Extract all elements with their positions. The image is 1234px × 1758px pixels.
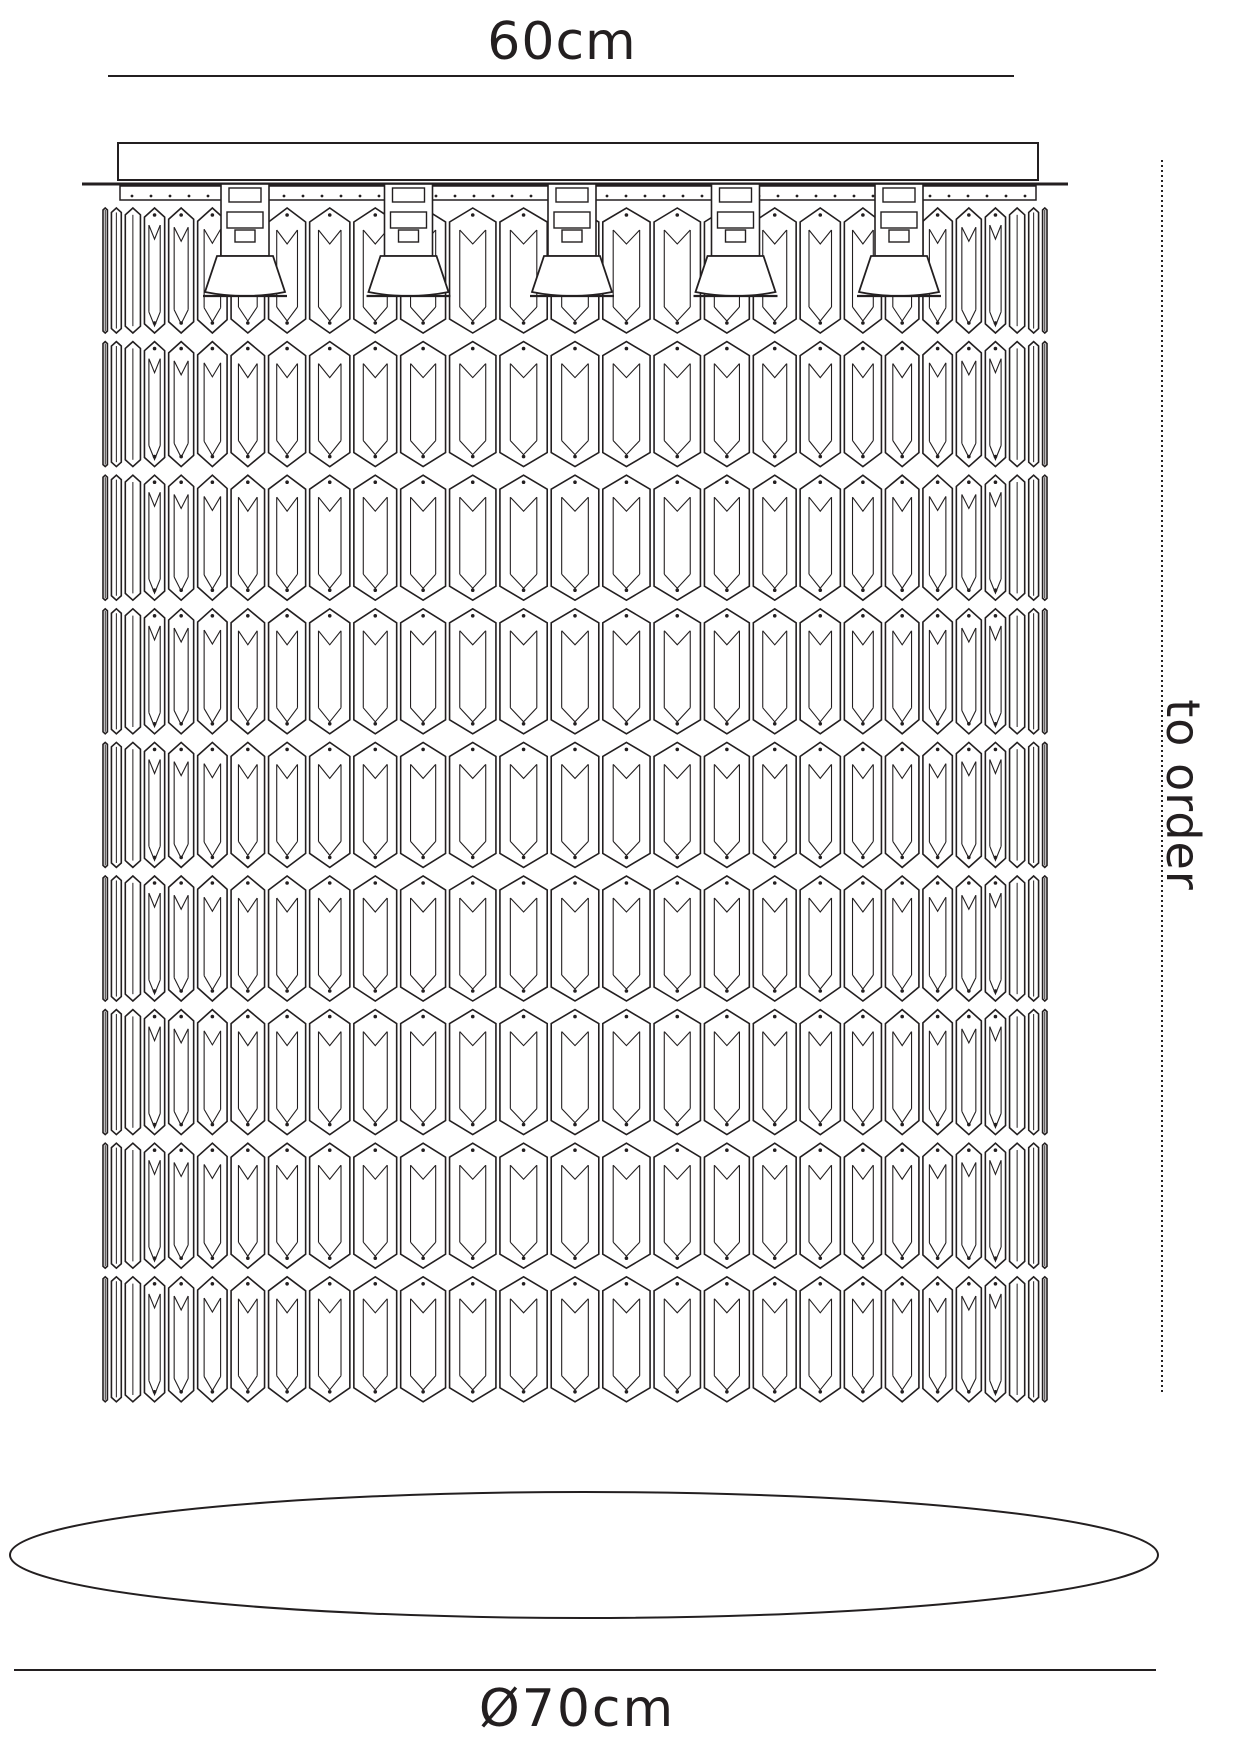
- rail-dot: [967, 195, 970, 198]
- crystal-prism: [125, 742, 140, 867]
- crystal-prism: [923, 342, 952, 467]
- crystal-prism: [1010, 742, 1025, 867]
- crystal-prism: [198, 1010, 227, 1135]
- crystal-prism: [354, 1143, 397, 1268]
- crystal-prism: [1029, 1010, 1039, 1135]
- crystal-prism: [1043, 742, 1047, 867]
- crystal-prism: [603, 208, 650, 333]
- crystal-prism: [310, 1277, 350, 1402]
- crystal-prism: [704, 609, 749, 734]
- crystal-prism: [800, 475, 840, 600]
- crystal-prism: [654, 876, 700, 1001]
- crystal-prism: [654, 1010, 700, 1135]
- crystal-prism: [1043, 1010, 1047, 1135]
- crystal-prism: [269, 609, 306, 734]
- rail-dot: [150, 195, 153, 198]
- rail-dot: [682, 195, 685, 198]
- crystal-prism: [500, 876, 547, 1001]
- rail-dot: [1024, 195, 1027, 198]
- crystal-prism: [551, 475, 599, 600]
- crystal-prism: [551, 876, 599, 1001]
- crystal-prism: [231, 1277, 264, 1402]
- crystal-prism: [111, 742, 121, 867]
- crystal-prism: [603, 1143, 650, 1268]
- crystal-prism: [103, 475, 107, 600]
- crystal-prism: [844, 342, 881, 467]
- crystal-prism: [704, 1277, 749, 1402]
- crystal-prism: [885, 342, 918, 467]
- crystal-prism: [800, 1143, 840, 1268]
- rail-dot: [169, 195, 172, 198]
- crystal-prism: [125, 475, 140, 600]
- crystal-prism: [125, 876, 140, 1001]
- rail-dot: [834, 195, 837, 198]
- crystal-prism: [844, 1010, 881, 1135]
- crystal-prism: [144, 1010, 164, 1135]
- crystal-prism: [923, 1010, 952, 1135]
- crystal-prism: [169, 1277, 194, 1402]
- crystal-prism: [1043, 208, 1047, 333]
- crystal-prism: [198, 609, 227, 734]
- crystal-prism: [1029, 742, 1039, 867]
- crystal-prism: [1029, 609, 1039, 734]
- crystal-prism: [111, 876, 121, 1001]
- spotlight: [857, 184, 941, 296]
- crystal-prism: [401, 475, 446, 600]
- crystal-prism: [169, 876, 194, 1001]
- crystal-prism: [885, 742, 918, 867]
- crystal-prism: [885, 1277, 918, 1402]
- crystal-prism: [923, 876, 952, 1001]
- crystal-prism: [231, 876, 264, 1001]
- rail-dot: [340, 195, 343, 198]
- spotlight: [694, 184, 778, 296]
- crystal-prism: [1029, 1143, 1039, 1268]
- crystal-prism: [885, 1143, 918, 1268]
- crystal-prism: [844, 1277, 881, 1402]
- rail-dot: [321, 195, 324, 198]
- rail-dot: [435, 195, 438, 198]
- crystal-prism: [169, 609, 194, 734]
- crystal-prism: [103, 208, 107, 333]
- crystal-prism: [985, 609, 1005, 734]
- crystal-prism: [125, 1277, 140, 1402]
- crystal-prism: [401, 1010, 446, 1135]
- crystal-prism: [169, 475, 194, 600]
- rail-dot: [986, 195, 989, 198]
- crystal-prism: [111, 609, 121, 734]
- rail-dot: [701, 195, 704, 198]
- crystal-prism: [111, 342, 121, 467]
- dimension-lines: [14, 76, 1162, 1670]
- crystal-prism: [103, 609, 107, 734]
- rail-dot: [853, 195, 856, 198]
- crystal-prism: [985, 876, 1005, 1001]
- crystal-prism: [654, 1143, 700, 1268]
- rail-dot: [302, 195, 305, 198]
- crystal-prism: [144, 475, 164, 600]
- crystal-prism: [985, 1143, 1005, 1268]
- crystal-prism: [800, 876, 840, 1001]
- crystal-prism: [885, 475, 918, 600]
- crystal-prism: [654, 609, 700, 734]
- crystal-prism: [603, 342, 650, 467]
- crystal-prism: [1043, 609, 1047, 734]
- height-dimension-label: to order: [1156, 699, 1210, 891]
- crystal-prism: [704, 475, 749, 600]
- crystal-prism: [310, 609, 350, 734]
- crystal-prism: [500, 342, 547, 467]
- crystal-prism: [753, 1277, 796, 1402]
- rail-dot: [815, 195, 818, 198]
- crystal-prism: [103, 876, 107, 1001]
- crystal-prism: [231, 1143, 264, 1268]
- rail-dot: [511, 195, 514, 198]
- crystal-prism: [354, 1277, 397, 1402]
- rail-dot: [530, 195, 533, 198]
- ceiling-canopy: [118, 143, 1038, 180]
- rail-dot: [777, 195, 780, 198]
- rail-dot: [796, 195, 799, 198]
- crystal-prism: [111, 1143, 121, 1268]
- crystal-prism: [310, 342, 350, 467]
- rail-dot: [948, 195, 951, 198]
- crystal-prism: [500, 609, 547, 734]
- crystal-prism: [753, 609, 796, 734]
- crystal-tiers: [103, 208, 1047, 1402]
- crystal-prism: [885, 1010, 918, 1135]
- crystal-prism: [956, 609, 981, 734]
- rail-dot: [606, 195, 609, 198]
- crystal-prism: [1029, 876, 1039, 1001]
- crystal-prism: [956, 1143, 981, 1268]
- crystal-prism: [753, 1143, 796, 1268]
- crystal-prism: [551, 742, 599, 867]
- crystal-prism: [500, 1143, 547, 1268]
- crystal-prism: [269, 475, 306, 600]
- crystal-prism: [144, 1277, 164, 1402]
- crystal-prism: [923, 1143, 952, 1268]
- crystal-prism: [1010, 1010, 1025, 1135]
- crystal-prism: [450, 876, 496, 1001]
- crystal-prism: [885, 876, 918, 1001]
- crystal-prism: [310, 208, 350, 333]
- crystal-prism: [269, 1143, 306, 1268]
- rail-dot: [644, 195, 647, 198]
- crystal-prism: [603, 742, 650, 867]
- rail-dot: [283, 195, 286, 198]
- crystal-prism: [603, 876, 650, 1001]
- crystal-prism: [923, 475, 952, 600]
- crystal-prism: [1029, 208, 1039, 333]
- crystal-tier: [103, 1277, 1047, 1402]
- spotlights: [203, 184, 941, 296]
- crystal-prism: [401, 1277, 446, 1402]
- crystal-prism: [144, 1143, 164, 1268]
- crystal-prism: [500, 742, 547, 867]
- crystal-prism: [103, 1010, 107, 1135]
- crystal-prism: [450, 208, 496, 333]
- crystal-prism: [800, 1277, 840, 1402]
- crystal-prism: [1043, 1277, 1047, 1402]
- crystal-prism: [985, 475, 1005, 600]
- crystal-prism: [1010, 208, 1025, 333]
- crystal-prism: [401, 342, 446, 467]
- crystal-prism: [450, 609, 496, 734]
- crystal-prism: [111, 1010, 121, 1135]
- crystal-prism: [844, 609, 881, 734]
- crystal-prism: [169, 1010, 194, 1135]
- crystal-prism: [844, 475, 881, 600]
- rail-dot: [473, 195, 476, 198]
- crystal-prism: [956, 876, 981, 1001]
- crystal-prism: [1043, 342, 1047, 467]
- crystal-prism: [1043, 1143, 1047, 1268]
- crystal-prism: [654, 208, 700, 333]
- crystal-prism: [704, 742, 749, 867]
- diameter-ellipse: [10, 1492, 1158, 1618]
- crystal-prism: [985, 208, 1005, 333]
- crystal-prism: [753, 475, 796, 600]
- crystal-prism: [169, 1143, 194, 1268]
- crystal-prism: [885, 609, 918, 734]
- crystal-prism: [450, 342, 496, 467]
- crystal-prism: [354, 342, 397, 467]
- crystal-prism: [844, 1143, 881, 1268]
- crystal-prism: [704, 1143, 749, 1268]
- crystal-prism: [704, 342, 749, 467]
- crystal-prism: [985, 1010, 1005, 1135]
- crystal-prism: [310, 876, 350, 1001]
- crystal-prism: [354, 475, 397, 600]
- diameter-dimension-label: Ø70cm: [478, 1679, 676, 1739]
- crystal-prism: [401, 1143, 446, 1268]
- rail-dot: [625, 195, 628, 198]
- crystal-tier: [103, 1010, 1047, 1135]
- crystal-prism: [269, 876, 306, 1001]
- crystal-prism: [551, 1010, 599, 1135]
- rail-dot: [188, 195, 191, 198]
- crystal-prism: [198, 475, 227, 600]
- crystal-prism: [103, 1277, 107, 1402]
- crystal-prism: [144, 742, 164, 867]
- crystal-prism: [169, 342, 194, 467]
- crystal-prism: [800, 742, 840, 867]
- crystal-prism: [1029, 475, 1039, 600]
- crystal-prism: [269, 742, 306, 867]
- crystal-prism: [1010, 609, 1025, 734]
- crystal-prism: [401, 876, 446, 1001]
- crystal-prism: [654, 742, 700, 867]
- crystal-prism: [310, 1010, 350, 1135]
- crystal-prism: [753, 1010, 796, 1135]
- crystal-prism: [269, 1277, 306, 1402]
- crystal-prism: [450, 1277, 496, 1402]
- crystal-prism: [956, 475, 981, 600]
- width-dimension-label: 60cm: [487, 12, 637, 72]
- crystal-prism: [1043, 876, 1047, 1001]
- rail-dot: [663, 195, 666, 198]
- rail-dot: [359, 195, 362, 198]
- crystal-prism: [144, 342, 164, 467]
- rail-dot: [131, 195, 134, 198]
- crystal-prism: [551, 609, 599, 734]
- crystal-tier: [103, 876, 1047, 1001]
- crystal-prism: [1043, 475, 1047, 600]
- crystal-prism: [923, 609, 952, 734]
- crystal-prism: [269, 342, 306, 467]
- crystal-prism: [169, 208, 194, 333]
- crystal-prism: [231, 742, 264, 867]
- crystal-prism: [753, 342, 796, 467]
- crystal-prism: [956, 342, 981, 467]
- crystal-prism: [654, 342, 700, 467]
- crystal-prism: [800, 609, 840, 734]
- rail-dot: [1005, 195, 1008, 198]
- crystal-tier: [103, 742, 1047, 867]
- crystal-prism: [401, 609, 446, 734]
- crystal-prism: [654, 475, 700, 600]
- crystal-prism: [450, 475, 496, 600]
- crystal-prism: [103, 742, 107, 867]
- crystal-prism: [800, 1010, 840, 1135]
- crystal-prism: [1010, 876, 1025, 1001]
- crystal-tier: [103, 342, 1047, 467]
- crystal-prism: [198, 1277, 227, 1402]
- crystal-prism: [310, 1143, 350, 1268]
- crystal-prism: [103, 342, 107, 467]
- crystal-prism: [269, 1010, 306, 1135]
- crystal-prism: [844, 876, 881, 1001]
- crystal-prism: [310, 475, 350, 600]
- crystal-prism: [1010, 475, 1025, 600]
- crystal-prism: [603, 1277, 650, 1402]
- crystal-prism: [551, 1143, 599, 1268]
- crystal-prism: [753, 876, 796, 1001]
- crystal-prism: [231, 609, 264, 734]
- crystal-prism: [111, 208, 121, 333]
- crystal-prism: [103, 1143, 107, 1268]
- crystal-prism: [603, 475, 650, 600]
- crystal-prism: [125, 1143, 140, 1268]
- crystal-prism: [401, 742, 446, 867]
- crystal-prism: [753, 742, 796, 867]
- crystal-tier: [103, 1143, 1047, 1268]
- crystal-prism: [354, 609, 397, 734]
- crystal-prism: [844, 742, 881, 867]
- crystal-prism: [985, 342, 1005, 467]
- crystal-prism: [603, 1010, 650, 1135]
- crystal-prism: [500, 475, 547, 600]
- crystal-prism: [1029, 1277, 1039, 1402]
- crystal-prism: [144, 609, 164, 734]
- crystal-prism: [111, 475, 121, 600]
- crystal-tier: [103, 609, 1047, 734]
- crystal-prism: [1010, 1143, 1025, 1268]
- crystal-prism: [603, 609, 650, 734]
- crystal-prism: [125, 609, 140, 734]
- crystal-prism: [125, 208, 140, 333]
- rail-dot: [207, 195, 210, 198]
- crystal-prism: [144, 876, 164, 1001]
- crystal-prism: [354, 742, 397, 867]
- crystal-prism: [956, 208, 981, 333]
- crystal-prism: [704, 876, 749, 1001]
- crystal-tier: [103, 475, 1047, 600]
- rail-dot: [454, 195, 457, 198]
- crystal-prism: [231, 342, 264, 467]
- crystal-prism: [985, 742, 1005, 867]
- crystal-prism: [450, 1143, 496, 1268]
- crystal-prism: [125, 342, 140, 467]
- crystal-prism: [198, 876, 227, 1001]
- crystal-prism: [654, 1277, 700, 1402]
- crystal-prism: [923, 1277, 952, 1402]
- rail-dot: [378, 195, 381, 198]
- crystal-prism: [450, 742, 496, 867]
- crystal-prism: [198, 342, 227, 467]
- crystal-prism: [144, 208, 164, 333]
- rail-dot: [872, 195, 875, 198]
- crystal-prism: [985, 1277, 1005, 1402]
- crystal-prism: [354, 1010, 397, 1135]
- crystal-prism: [1010, 342, 1025, 467]
- crystal-prism: [354, 876, 397, 1001]
- crystal-prism: [169, 742, 194, 867]
- crystal-prism: [551, 1277, 599, 1402]
- crystal-prism: [450, 1010, 496, 1135]
- rail-dot: [929, 195, 932, 198]
- crystal-prism: [923, 742, 952, 867]
- crystal-prism: [125, 1010, 140, 1135]
- crystal-prism: [500, 1277, 547, 1402]
- crystal-prism: [956, 1277, 981, 1402]
- crystal-prism: [500, 1010, 547, 1135]
- crystal-prism: [198, 1143, 227, 1268]
- crystal-prism: [111, 1277, 121, 1402]
- spotlight: [203, 184, 287, 296]
- crystal-prism: [231, 475, 264, 600]
- crystal-prism: [800, 208, 840, 333]
- crystal-prism: [1029, 342, 1039, 467]
- crystal-prism: [1010, 1277, 1025, 1402]
- crystal-prism: [231, 1010, 264, 1135]
- crystal-prism: [704, 1010, 749, 1135]
- crystal-prism: [956, 1010, 981, 1135]
- crystal-prism: [198, 742, 227, 867]
- spotlight: [530, 184, 614, 296]
- crystal-prism: [310, 742, 350, 867]
- rail-dot: [492, 195, 495, 198]
- crystal-prism: [551, 342, 599, 467]
- crystal-prism: [800, 342, 840, 467]
- crystal-prism: [956, 742, 981, 867]
